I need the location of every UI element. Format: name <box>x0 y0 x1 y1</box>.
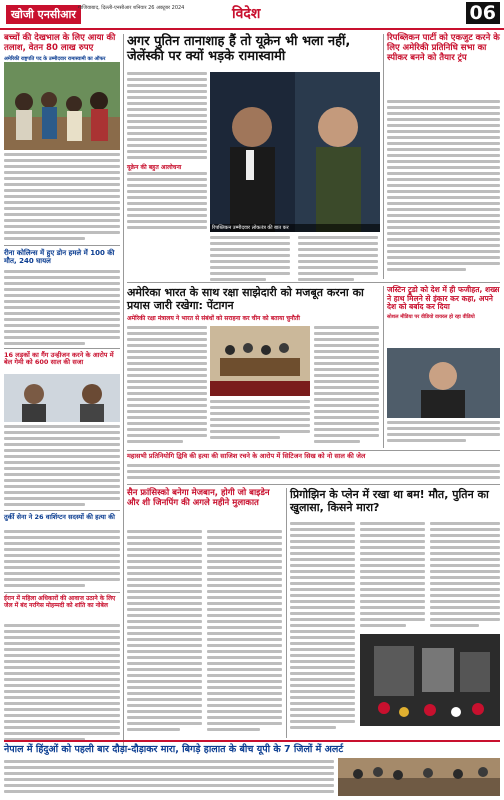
left-story-headline: बच्चों की देखभाल के लिए आया की तलाश, वेतन 80 लाख रुपए <box>4 33 116 53</box>
mid-story-headline: अमेरिका भारत के साथ रक्षा साझेदारी को मजबूत करना का प्रयास जारी रखेगा: पेंटागन <box>127 286 364 312</box>
mid-right-story-body <box>387 421 500 445</box>
left-story5 <box>4 596 120 610</box>
left-story2-headline: रीना कोलिन्स में हुए डोन हमले में 100 की मौत, 240 घायल <box>4 249 115 266</box>
politicians-photo-image <box>210 72 380 232</box>
main-story <box>127 34 379 64</box>
right-story <box>387 34 500 63</box>
masthead <box>0 0 504 30</box>
section-title: विदेश <box>232 6 261 22</box>
lower-right-headline: प्रिगोझिन के प्लेन में रखा था बम! मौत, पुतिन का खुलासा, किसने मारा? <box>290 488 489 514</box>
left-story3-headline: 16 लड़कों का गैंग उन्हीजन करने के आरोप में बेल गेमी को 600 साल की सजा <box>4 351 114 367</box>
bottom-story-headline: नेपाल में हिंदुओं को पहली बार दौड़ा-दौड़ाकर मारा, बिगड़े हालात के बीच यूपी के 7 जिलों में अलर्ट <box>4 744 344 755</box>
mid-story <box>127 286 379 322</box>
lower-right-body-col3 <box>430 522 500 630</box>
meeting-photo-image <box>210 326 310 396</box>
lower-right-story <box>290 488 500 514</box>
lower-right-photo <box>360 634 500 726</box>
left-story4 <box>4 514 120 521</box>
portrait-image <box>4 374 120 422</box>
left-story2 <box>4 249 120 265</box>
strip-story <box>127 453 500 460</box>
lower-right-body-col2 <box>360 522 425 630</box>
main-story-kicker: यूक्रेन की बहुत आलोचना <box>127 164 182 171</box>
left-story2-body <box>4 270 120 348</box>
right-story-body <box>387 100 500 274</box>
main-story-body-col1b <box>127 172 207 232</box>
trudeau-photo-image <box>387 348 500 418</box>
mid-right-story-photo <box>387 348 500 418</box>
mid-right-story-headline: जस्टिन ट्रूडो को देश में ही फजीहत, शख्स ने हाथ मिलने से इंकार कर कहा, अपने देश को बर्बाद कर दिया <box>387 285 500 312</box>
lower-right-body-col1 <box>290 522 355 732</box>
left-story5-headline: ईरान में महिला अधिकारों की आवाज उठाने के लिए जेल में बंद नरगिस मोहम्मदी को शांति का नोबेल <box>4 595 116 609</box>
dateline: गाजियाबाद, दिल्ली-एनसीआर शनिवार 26 अक्टूबर 2024 <box>78 5 185 11</box>
strip-story-body <box>127 464 500 482</box>
main-story-body-col2 <box>210 236 290 284</box>
left-story4-body <box>4 530 120 590</box>
left-story3-body <box>4 425 120 509</box>
main-story-body-col1 <box>127 72 207 162</box>
left-column <box>4 34 120 62</box>
page-number: 06 <box>466 2 500 24</box>
lower-left-headline: सैन फ्रांसिस्को बनेगा मेजबान, होगी जो बाइडेन और शी जिनपिंग की अगले महीने मुलाकात <box>127 488 270 508</box>
bottom-story <box>4 744 500 755</box>
nepal-crowd-image <box>338 758 500 796</box>
main-story-photo <box>210 72 380 232</box>
left-story4-headline: तुर्की सेना ने 26 वाशिंग्टन सदस्यों की हत्या की <box>4 513 115 521</box>
mid-story-body-col2 <box>210 400 310 442</box>
left-story3-photo <box>4 374 120 422</box>
main-story-photo-caption: रिपब्लिकन उम्मीदवार लोकतंत्र की बात कर <box>210 224 380 232</box>
crowd-photo-image <box>4 62 120 150</box>
bottom-story-photo <box>338 758 500 796</box>
lower-left-body-col1 <box>127 530 202 734</box>
brand-logo: खोजी एनसीआर <box>6 5 81 24</box>
strip-story-headline: महासभी प्रतिनियोगि द्विवि की हत्या की साजिश रचने के आरोप में सिटिजन सिख को नो साल की जेल <box>127 452 366 460</box>
bottom-story-body <box>4 760 334 796</box>
left-story3 <box>4 352 120 367</box>
mid-story-photo <box>210 326 310 396</box>
mid-right-story <box>387 286 500 320</box>
lower-left-story <box>127 488 282 508</box>
mid-story-kicker: अमेरिकी रक्षा मंत्रालय ने भारत से संबंधों को सराहना कर चीन को बताया चुनौती <box>127 315 300 322</box>
mid-story-body-col1 <box>127 326 207 446</box>
main-story-body-col3 <box>298 236 378 284</box>
memorial-photo-image <box>360 634 500 726</box>
main-story-headline: अगर पुतिन तानाशाह हैं तो यूक्रेन भी भला नहीं, जेलेंस्की पर क्यों भड़के रामास्वामी <box>127 34 351 64</box>
mid-story-body-col3 <box>314 326 379 446</box>
left-story-body <box>4 153 120 243</box>
left-story5-body <box>4 624 120 744</box>
left-story-photo <box>4 62 120 150</box>
right-story-headline: रिपब्लिकन पार्टी को एकजुट करने के लिए अमेरिकी प्रतिनिधि सभा का स्पीकर बनने को तैयार ट्रंप <box>387 33 500 63</box>
lower-left-body-col2 <box>207 530 282 734</box>
left-story-kicker: अमेरिकी राष्ट्रपति पद के उम्मीदवार रामास्वामी का ऑफर <box>4 55 106 62</box>
mid-right-story-kicker: सोशल मीडिया पर वीडियो वायरल हो रहा वीडियो <box>387 313 475 320</box>
